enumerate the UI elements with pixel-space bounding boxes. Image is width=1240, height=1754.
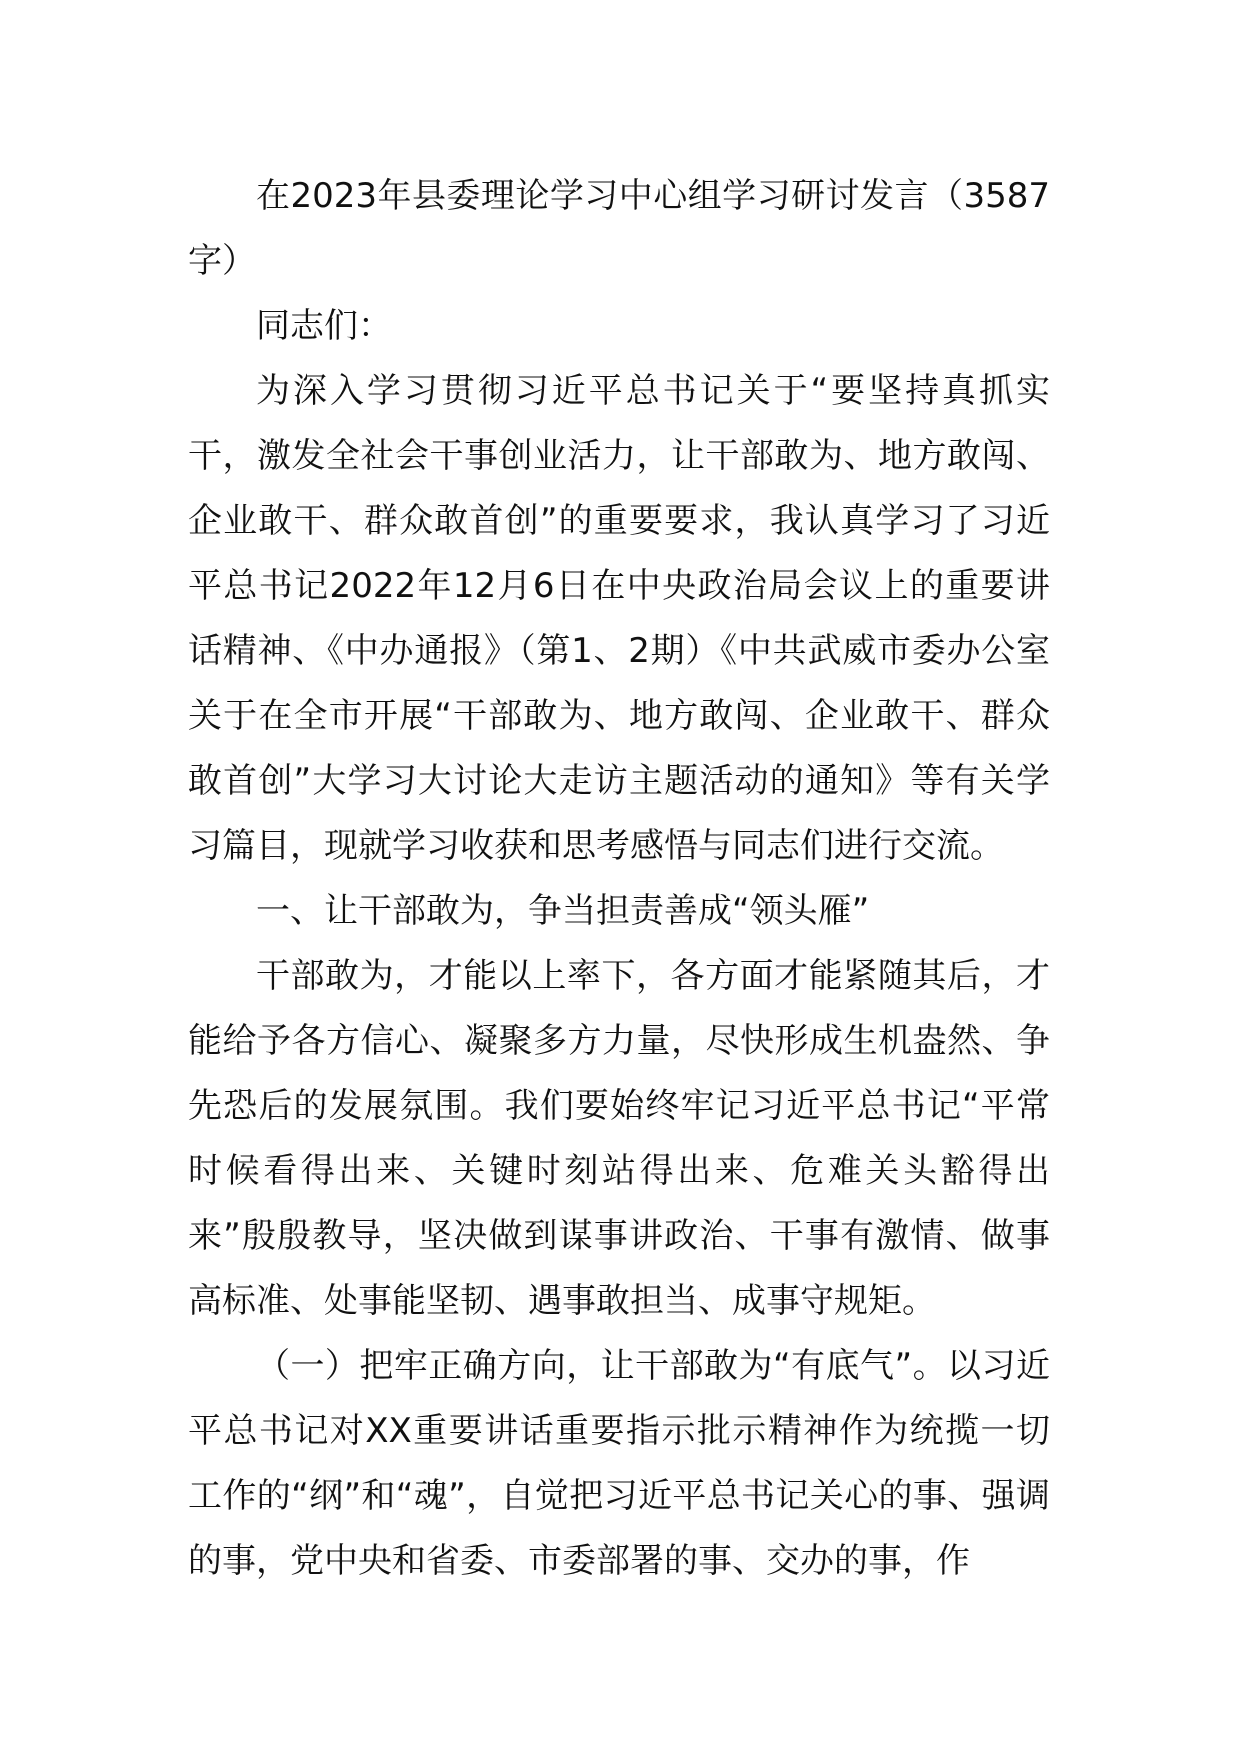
document-body [188,164,1050,1594]
section-heading-1: 一、让干部敢为，争当担责善成“领头雁” [256,891,870,931]
salutation: 同志们： [256,306,392,346]
subsection-1-paragraph: （一）把牢正确方向，让干部敢为“有底气”。以习近平总书记对XX重要讲话重要指示批示精神作为统揽一切工作的“纲”和“魂”，自觉把习近平总书记关心的事、强调的事，党中央和省委、市委部署的事、交办的事，作 [188,1346,1050,1581]
section-1-paragraph: 干部敢为，才能以上率下，各方面才能紧随其后，才能给予各方信心、凝聚多方力量，尽快形成生机盎然、争先恐后的发展氛围。我们要始终牢记习近平总书记“平常时候看得出来、关键时刻站得出来、危难关头豁得出来”殷殷教导，坚决做到谋事讲政治、干事有激情、做事高标准、处事能坚韧、遇事敢担当、成事守规矩。 [188,956,1050,1321]
document-title: 在2023年县委理论学习中心组学习研讨发言（3587字） [188,176,1050,281]
intro-paragraph: 为深入学习贯彻习近平总书记关于“要坚持真抓实干，激发全社会干事创业活力，让干部敢为、地方敢闯、企业敢干、群众敢首创”的重要要求，我认真学习了习近平总书记2022年12月6日在中央政治局会议上的重要讲话精神、《中办通报》（第1、2期）《中共武威市委办公室关于在全市开展“干部敢为、地方敢闯、企业敢干、群众敢首创”大学习大讨论大走访主题活动的通知》等有关学习篇目，现就学习收获和思考感悟与同志们进行交流。 [188,371,1050,866]
